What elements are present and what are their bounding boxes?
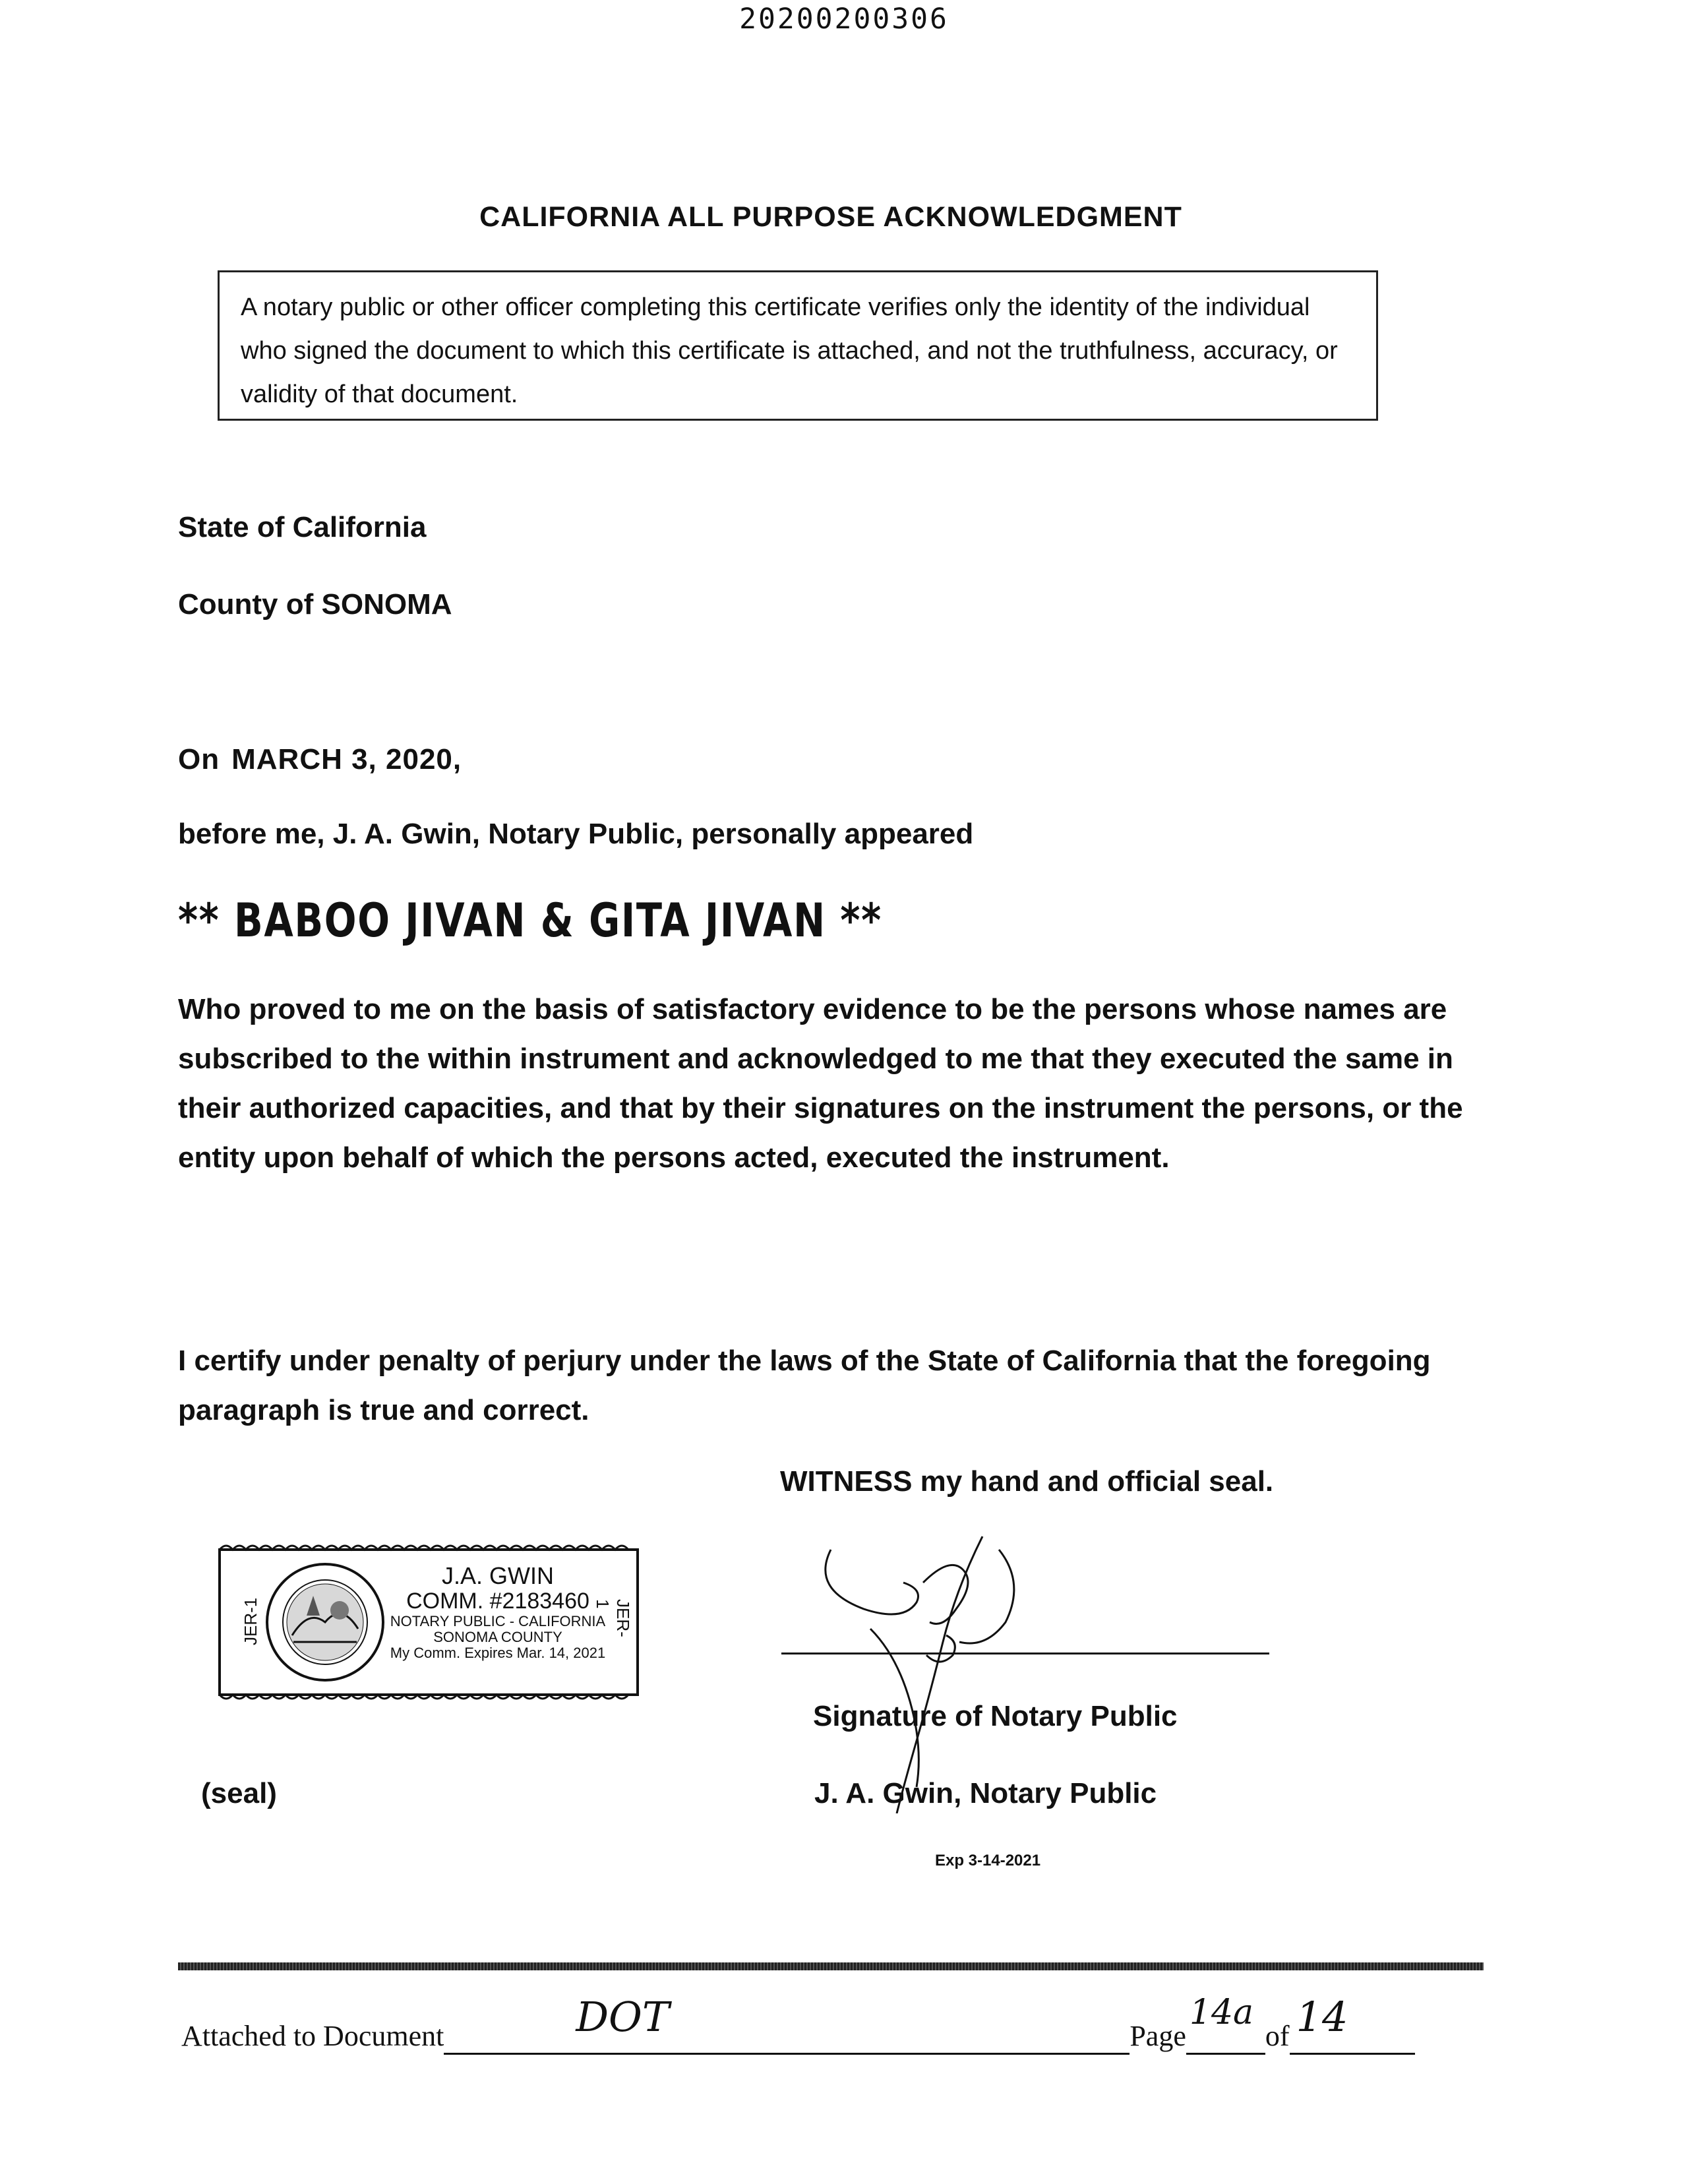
state-seal-icon xyxy=(267,1564,383,1680)
notary-name: J. A. Gwin, Notary Public xyxy=(814,1777,1157,1809)
stamp-side-code-right: JER-1 xyxy=(593,1599,633,1637)
document-number: 20200200306 xyxy=(739,3,949,36)
stamp-title: NOTARY PUBLIC - CALIFORNIA xyxy=(390,1612,606,1629)
acknowledgment-body: Who proved to me on the basis of satisfactory evidence to be the persons whose names are subscribed to the within instrument and acknowledged to me that they executed the same in their authorized capacities, and that by their signatures on the instrument the persons, or the entity upon behalf of which the persons acted, executed the instrument. xyxy=(178,993,1463,1174)
notary-stamp xyxy=(208,1536,649,1708)
date-line xyxy=(178,743,462,776)
notary-expiration: Exp 3-14-2021 xyxy=(935,1852,1041,1869)
attached-label: Attached to Document xyxy=(181,2020,444,2052)
stamp-commission: COMM. #2183460 xyxy=(406,1588,589,1614)
perjury-certification: I certify under penalty of perjury under the laws of the State of California that the foregoing paragraph is true and correct. xyxy=(178,1345,1431,1426)
stamp-name: J.A. GWIN xyxy=(442,1562,554,1589)
page-title: CALIFORNIA ALL PURPOSE ACKNOWLEDGMENT xyxy=(479,201,1182,233)
notary-signature-icon xyxy=(811,1523,1088,1813)
disclaimer-box xyxy=(218,270,1378,421)
stamp-expires: My Comm. Expires Mar. 14, 2021 xyxy=(390,1645,606,1662)
footer-rule xyxy=(178,1962,1484,1970)
witness-statement: WITNESS my hand and official seal. xyxy=(780,1465,1274,1498)
page-field xyxy=(1186,1993,1265,2055)
on-label: On xyxy=(178,743,220,775)
before-me-line: before me, J. A. Gwin, Notary Public, personally appeared xyxy=(178,818,974,850)
disclaimer-text: A notary public or other officer completing this certificate verifies only the identity of the individual who signed the document to which this certificate is attached, and not the truthfulness, accuracy, or validity of that document. xyxy=(241,293,1338,408)
venue-state: State of California xyxy=(178,511,427,543)
stamp-county: SONOMA COUNTY xyxy=(433,1629,562,1646)
attached-document-field xyxy=(444,1993,1130,2055)
stamp-side-code-left: JER-1 xyxy=(241,1597,260,1645)
signer-names: ** BABOO JIVAN & GITA JIVAN ** xyxy=(178,894,882,948)
acknowledgment-date: MARCH 3, 2020, xyxy=(231,743,462,775)
page-label: Page xyxy=(1130,2020,1186,2052)
attached-document-value: DOT xyxy=(576,1993,670,2041)
page-value: 14a xyxy=(1189,1993,1254,2032)
signature-label: Signature of Notary Public xyxy=(813,1700,1178,1732)
stamp-text xyxy=(389,1563,607,1662)
of-value: 14 xyxy=(1296,1993,1348,2041)
of-field xyxy=(1290,1993,1415,2055)
of-label: of xyxy=(1265,2020,1290,2052)
seal-label: (seal) xyxy=(201,1777,277,1809)
venue-county: County of SONOMA xyxy=(178,588,452,621)
attachment-footer xyxy=(181,1993,1415,2055)
